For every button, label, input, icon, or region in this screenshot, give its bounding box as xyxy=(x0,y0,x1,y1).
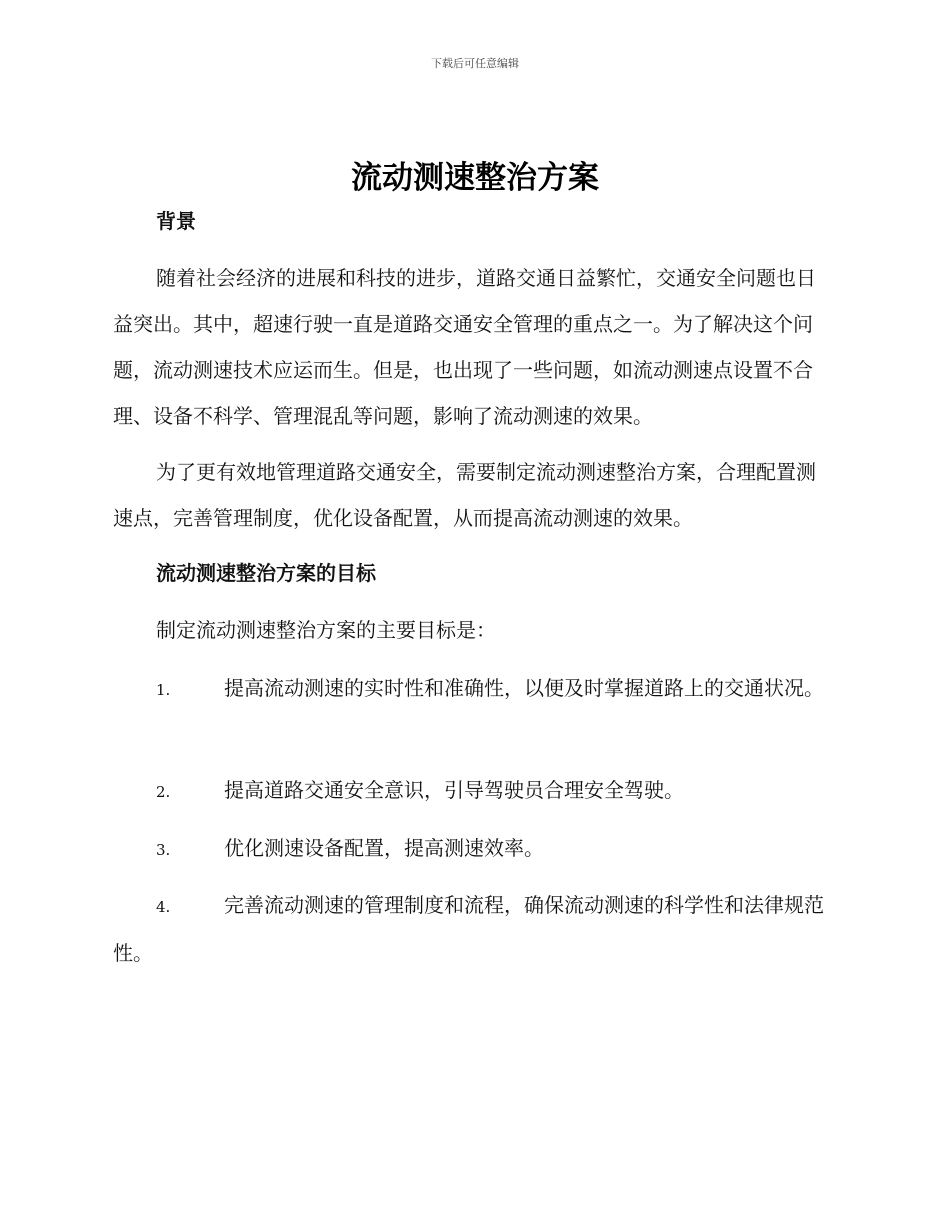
list-item-text: 提高流动测速的实时性和准确性，以便及时掌握道路上的交通状况。 xyxy=(224,676,824,700)
list-number: 1. xyxy=(156,681,171,699)
goals-intro: 制定流动测速整治方案的主要目标是： xyxy=(156,618,496,642)
list-item-text: 完善流动测速的管理制度和流程，确保流动测速的科学性和法律规范性。 xyxy=(113,893,824,965)
background-paragraph-2: 为了更有效地管理道路交通安全，需要制定流动测速整治方案，合理配置测速点，完善管理制度，优化设备配置，从而提高流动测速的效果。 xyxy=(113,460,816,530)
list-item-text: 提高道路交通安全意识，引导驾驶员合理安全驾驶。 xyxy=(224,778,684,802)
background-paragraph-1: 随着社会经济的进展和科技的进步，道路交通日益繁忙，交通安全问题也日益突出。其中，超速行驶一直是道路交通安全管理的重点之一。为了解决这个问题，流动测速技术应运而生。但是，也出现了一些问题，如流动测速点设置不合理、设备不科学、管理混乱等问题，影响了流动测速的效果。 xyxy=(113,266,816,428)
document-title: 流动测速整治方案 xyxy=(351,160,599,196)
list-item xyxy=(113,825,833,873)
list-number: 3. xyxy=(156,841,171,859)
list-item xyxy=(113,665,833,713)
section-heading-goals: 流动测速整治方案的目标 xyxy=(156,561,376,585)
list-item xyxy=(113,767,833,815)
list-number: 4. xyxy=(156,898,171,916)
list-item xyxy=(113,882,833,976)
section-heading-background: 背景 xyxy=(156,209,196,233)
page-header-note: 下载后可任意编辑 xyxy=(431,57,519,70)
list-item-text: 优化测速设备配置，提高测速效率。 xyxy=(224,836,544,860)
list-number: 2. xyxy=(156,783,171,801)
